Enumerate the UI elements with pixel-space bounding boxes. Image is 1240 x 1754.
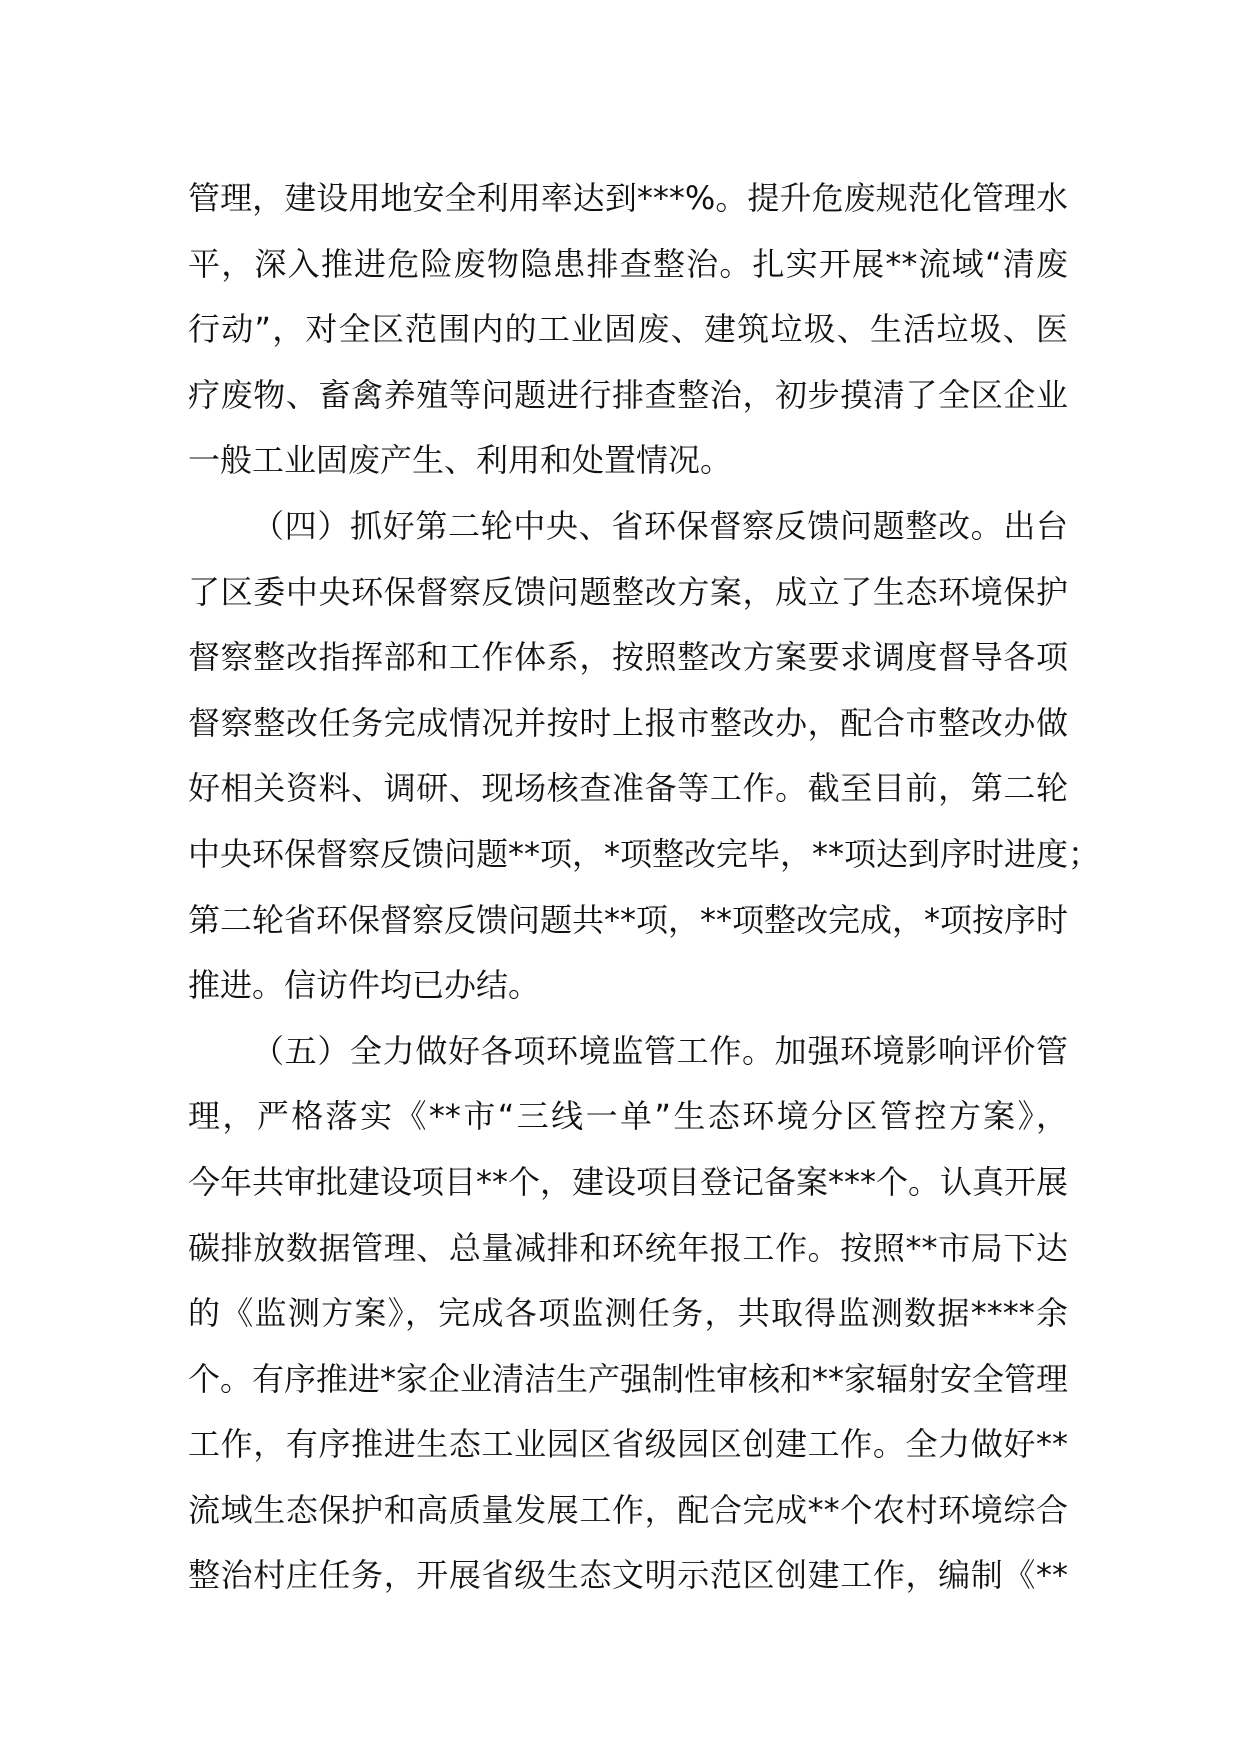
paragraph-rectification bbox=[188, 494, 1101, 1019]
text-line: 管理，建设用地安全利用率达到***%。提升危废规范化管理水 bbox=[188, 179, 1068, 217]
text-line: 了区委中央环保督察反馈问题整改方案，成立了生态环境保护 bbox=[188, 572, 1068, 611]
text-line: 推进。信访件均已办结。 bbox=[188, 966, 541, 1005]
paragraph-solid-waste bbox=[188, 166, 1068, 494]
text-line: （四）抓好第二轮中央、省环保督察反馈问题整改。出台 bbox=[252, 506, 1068, 545]
text-line: 一般工业固废产生、利用和处置情况。 bbox=[188, 441, 733, 480]
text-line: 督察整改任务完成情况并按时上报市整改办，配合市整改办做 bbox=[188, 703, 1068, 742]
text-line: （五）全力做好各项环境监管工作。加强环境影响评价管 bbox=[252, 1031, 1068, 1070]
text-line: 流域生态保护和高质量发展工作，配合完成**个农村环境综合 bbox=[188, 1490, 1068, 1529]
text-line: 督察整改指挥部和工作体系，按照整改方案要求调度督导各项 bbox=[188, 638, 1068, 677]
text-line: 理，严格落实《**市“三线一单”生态环境分区管控方案》， bbox=[188, 1097, 1068, 1136]
text-line: 今年共审批建设项目**个，建设项目登记备案***个。认真开展 bbox=[188, 1162, 1069, 1201]
document-body bbox=[188, 166, 1101, 1609]
text-line: 碳排放数据管理、总量减排和环统年报工作。按照**市局下达 bbox=[188, 1228, 1068, 1267]
text-line: 中央环保督察反馈问题**项，*项整改完毕，**项达到序时进度； bbox=[188, 834, 1101, 873]
paragraph-supervision bbox=[188, 1019, 1068, 1609]
text-line: 整治村庄任务，开展省级生态文明示范区创建工作，编制《** bbox=[188, 1556, 1068, 1595]
text-line: 疗废物、畜禽养殖等问题进行排查整治，初步摸清了全区企业 bbox=[188, 375, 1068, 414]
text-line: 工作，有序推进生态工业园区省级园区创建工作。全力做好** bbox=[188, 1425, 1068, 1464]
text-line: 好相关资料、调研、现场核查准备等工作。截至目前，第二轮 bbox=[188, 769, 1068, 808]
text-line: 的《监测方案》，完成各项监测任务，共取得监测数据****余 bbox=[188, 1294, 1068, 1333]
text-line: 个。有序推进*家企业清洁生产强制性审核和**家辐射安全管理 bbox=[188, 1359, 1069, 1398]
text-line: 行动”，对全区范围内的工业固废、建筑垃圾、生活垃圾、医 bbox=[188, 310, 1068, 349]
text-line: 第二轮省环保督察反馈问题共**项，**项整改完成，*项按序时 bbox=[188, 900, 1069, 939]
text-line: 平，深入推进危险废物隐患排查整治。扎实开展**流域“清废 bbox=[188, 244, 1068, 283]
